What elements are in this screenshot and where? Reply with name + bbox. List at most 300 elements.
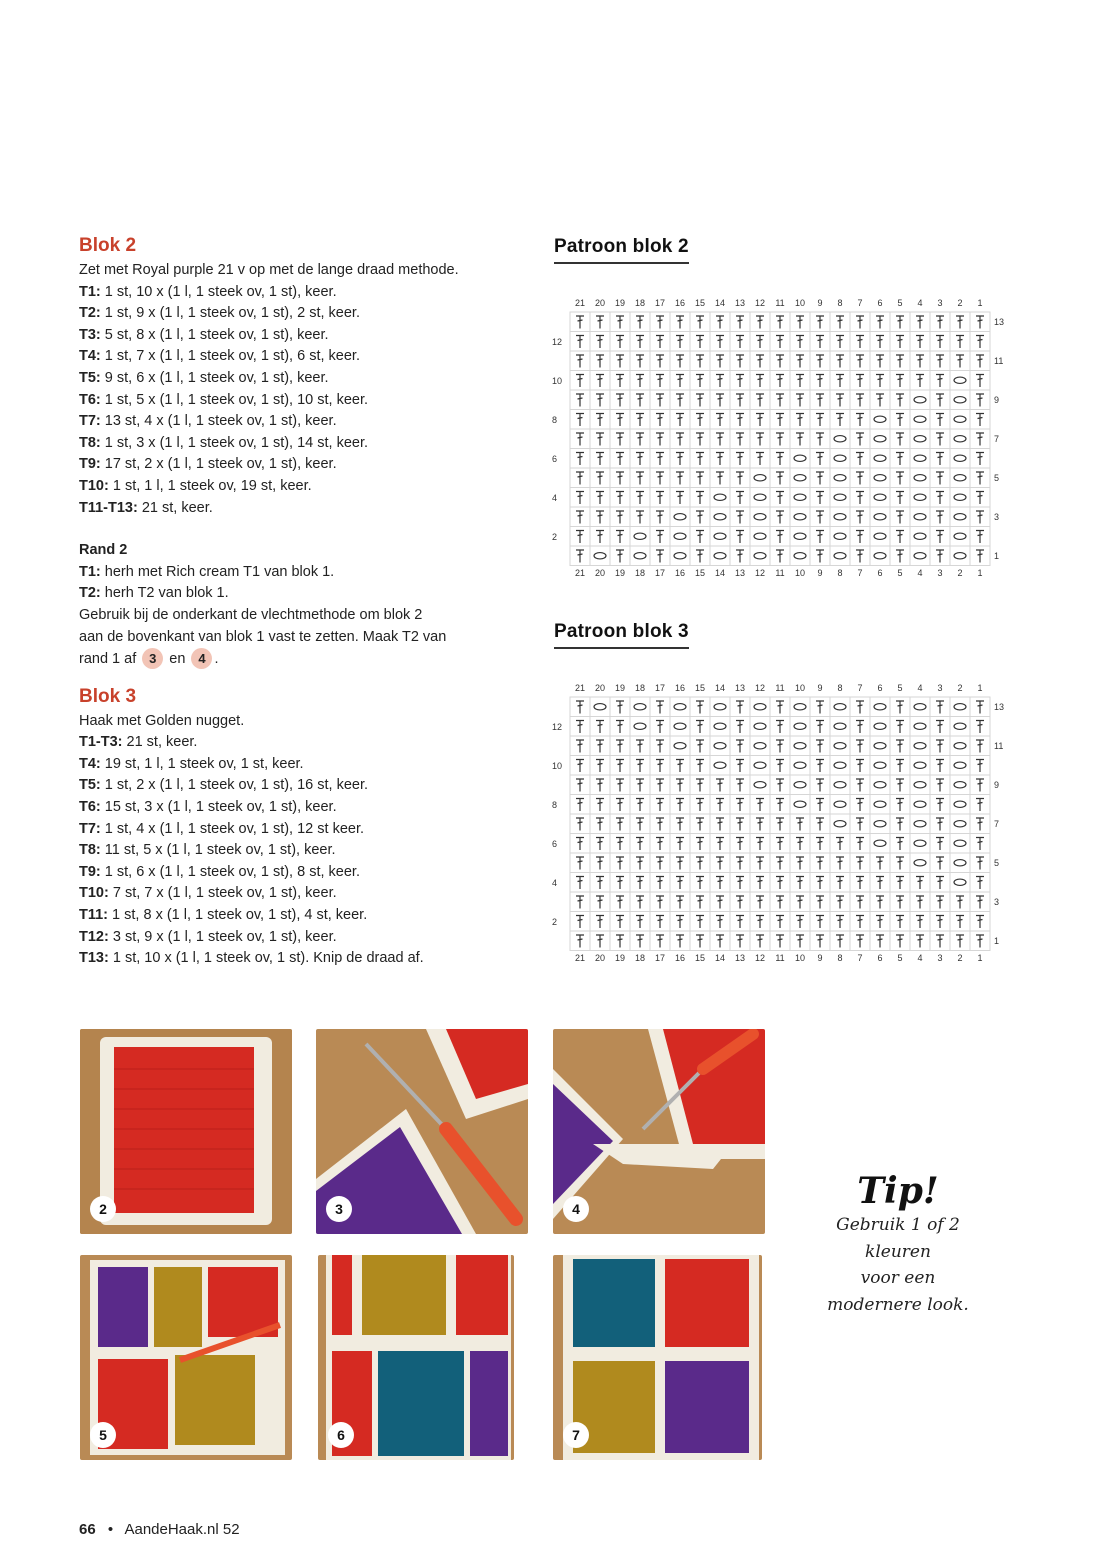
chart-cell (750, 546, 770, 566)
chart-cell (870, 814, 890, 834)
blok3-row (79, 819, 539, 841)
tip-line-3: voor een (860, 1268, 936, 1288)
chart-cell (710, 488, 730, 508)
blok3-row-label: T12: (79, 928, 109, 945)
chart-col-number: 4 (917, 298, 923, 308)
chart-cell (790, 775, 810, 795)
chart-col-number: 13 (734, 952, 745, 963)
rand2-note-end: . (214, 651, 219, 668)
rand2-row (79, 583, 539, 605)
blok2-row (79, 282, 539, 304)
blok3-row-label: T7: (79, 820, 101, 837)
blok2-row-label: T1: (79, 283, 101, 300)
blok3-intro: Haak met Golden nugget. (79, 712, 245, 729)
chart-col-number: 5 (897, 683, 903, 693)
chart-cell (910, 468, 930, 488)
chart-col-number: 20 (594, 683, 605, 693)
tip-line-4: modernere look. (827, 1294, 969, 1315)
chart-col-number: 17 (654, 683, 665, 693)
chart-cell (910, 488, 930, 508)
chart-cell (950, 736, 970, 756)
chart-col-number: 11 (775, 683, 785, 693)
rand2-note-mid: en (165, 651, 190, 668)
chart-cell (750, 527, 770, 547)
chart-row-number: 2 (552, 916, 558, 927)
chart-col-number: 14 (714, 298, 725, 308)
photo-3 (316, 1029, 528, 1234)
chart-cell (670, 697, 690, 717)
chart-row-number: 13 (994, 702, 1005, 712)
chart-col-number: 19 (614, 952, 625, 963)
chart-cell (950, 546, 970, 566)
chart-col-number: 21 (574, 567, 585, 578)
blok3-row (79, 905, 539, 927)
instructions-column (79, 234, 539, 970)
chart-cell (830, 488, 850, 508)
chart-col-number: 16 (674, 298, 685, 308)
rand2-row (79, 562, 539, 584)
rand2-heading: Rand 2 (79, 542, 128, 559)
chart-col-number: 18 (634, 683, 645, 693)
blok2-row-text: 1 st, 5 x (1 l, 1 steek ov, 1 st), 10 st, keer. (100, 391, 369, 408)
chart-col-number: 8 (837, 683, 843, 693)
chart-row-number: 7 (994, 819, 1000, 829)
tip-line-1: Gebruik 1 of 2 (836, 1215, 960, 1235)
chart-cell (950, 468, 970, 488)
chart-col-number: 15 (694, 683, 705, 693)
blok3-row-label: T4: (79, 755, 101, 772)
chart-col-number: 14 (714, 683, 725, 693)
chart-col-number: 20 (594, 567, 605, 578)
chart-col-number: 5 (897, 298, 903, 308)
chart-cell (710, 717, 730, 737)
chart-cell (870, 736, 890, 756)
chart-col-number: 1 (977, 683, 983, 693)
chart-cell (830, 775, 850, 795)
chart-row-number: 1 (994, 551, 1000, 561)
chart-col-number: 10 (794, 567, 805, 578)
chart-cell (950, 756, 970, 776)
chart-col-number: 7 (857, 683, 863, 693)
chart-cell (950, 775, 970, 795)
step-badge-4: 4 (191, 648, 212, 669)
chart-cell (630, 527, 650, 547)
blok3-row-label: T1-T3: (79, 734, 123, 751)
pattern-chart-blok3 (548, 683, 1018, 979)
chart-cell (790, 697, 810, 717)
photo-label: 2 (90, 1196, 116, 1222)
chart-col-number: 9 (817, 952, 823, 963)
chart-col-number: 16 (674, 952, 685, 963)
chart-cell (910, 697, 930, 717)
tip-box (800, 1170, 996, 1318)
chart-cell (830, 507, 850, 527)
chart-cell (750, 468, 770, 488)
chart-cell (830, 527, 850, 547)
blok3-row (79, 732, 539, 754)
chart-cell (870, 795, 890, 815)
blok2-intro: Zet met Royal purple 21 v op met de lange draad methode. (79, 262, 459, 278)
blok3-row-text: 1 st, 6 x (1 l, 1 steek ov, 1 st), 8 st, keer. (100, 863, 360, 880)
chart-cell (950, 527, 970, 547)
chart-col-number: 7 (857, 567, 863, 578)
rand2-note-pre: rand 1 af (79, 651, 141, 668)
chart-col-number: 2 (957, 683, 963, 693)
chart-cell (750, 488, 770, 508)
chart-cell (590, 546, 610, 566)
chart-cell (870, 756, 890, 776)
chart-cell (870, 834, 890, 854)
chart-cell (870, 488, 890, 508)
tip-line-2: kleuren (865, 1241, 931, 1262)
blok2-row-label: T10: (79, 477, 109, 494)
chart-cell (950, 853, 970, 873)
chart-col-number: 18 (634, 298, 645, 308)
blok3-row-text: 1 st, 8 x (1 l, 1 steek ov, 1 st), 4 st, keer. (108, 907, 368, 924)
photo-label: 6 (328, 1422, 354, 1448)
blok2-row (79, 325, 539, 347)
chart-row-number: 6 (552, 838, 558, 849)
chart-col-number: 6 (877, 683, 883, 693)
chart-row-number: 12 (552, 721, 563, 732)
chart-row-number: 10 (552, 760, 563, 771)
chart-col-number: 14 (714, 567, 725, 578)
blok2-row-label: T8: (79, 434, 101, 451)
blok3-row-label: T8: (79, 842, 101, 859)
chart-cell (910, 717, 930, 737)
chart-cell (790, 527, 810, 547)
chart-cell (790, 449, 810, 469)
blok3-row (79, 927, 539, 949)
photo-label: 4 (563, 1196, 589, 1222)
chart-col-number: 5 (897, 567, 903, 578)
chart-col-number: 2 (957, 952, 963, 963)
blok2-row (79, 433, 539, 455)
blok2-heading: Blok 2 (79, 235, 137, 256)
chart-row-number: 8 (552, 799, 558, 810)
blok2-rows (79, 282, 539, 520)
chart-cell (870, 775, 890, 795)
chart-row-number: 12 (552, 336, 563, 347)
chart-col-number: 17 (654, 298, 665, 308)
chart-cell (830, 795, 850, 815)
chart-col-number: 8 (837, 298, 843, 308)
chart-col-number: 16 (674, 683, 685, 693)
chart-row-number: 7 (994, 434, 1000, 444)
chart-col-number: 14 (714, 952, 725, 963)
chart-cell (950, 717, 970, 737)
rand2-row-label: T1: (79, 563, 101, 580)
chart-cell (750, 756, 770, 776)
chart-col-number: 4 (917, 952, 923, 963)
chart-cell (710, 546, 730, 566)
chart-col-number: 6 (877, 952, 883, 963)
chart-cell (790, 468, 810, 488)
chart-col-number: 3 (937, 567, 943, 578)
photo-label: 5 (90, 1422, 116, 1448)
photo-label: 7 (563, 1422, 589, 1448)
photo-7 (553, 1255, 762, 1460)
chart-cell (910, 390, 930, 410)
chart-col-number: 10 (794, 683, 805, 693)
chart-cell (750, 507, 770, 527)
chart-cell (950, 834, 970, 854)
blok3-row (79, 754, 539, 776)
chart-col-number: 11 (775, 298, 785, 308)
photo-2 (80, 1029, 292, 1234)
chart-cell (670, 736, 690, 756)
chart-cell (910, 795, 930, 815)
chart-cell (750, 736, 770, 756)
rand2-row-text: herh T2 van blok 1. (100, 585, 229, 602)
blok2-row (79, 346, 539, 368)
blok2-row-text: 9 st, 6 x (1 l, 1 steek ov, 1 st), keer. (100, 369, 329, 386)
blok3-row-label: T5: (79, 777, 101, 794)
chart-col-number: 10 (794, 952, 805, 963)
chart-col-number: 9 (817, 683, 823, 693)
blok2-row-text: 21 st, keer. (137, 499, 213, 516)
blok3-row (79, 883, 539, 905)
blok2-row-label: T2: (79, 305, 101, 322)
chart-cell (910, 410, 930, 430)
chart-col-number: 12 (754, 683, 765, 693)
chart2-title: Patroon blok 2 (554, 236, 689, 264)
chart3-title: Patroon blok 3 (554, 621, 689, 649)
blok3-row-label: T11: (79, 907, 109, 924)
blok2-row-label: T3: (79, 326, 101, 343)
chart-cell (830, 468, 850, 488)
chart-row-number: 11 (994, 356, 1004, 366)
chart-cell (950, 697, 970, 717)
chart-col-number: 15 (694, 298, 705, 308)
chart-row-number: 1 (994, 936, 1000, 946)
chart-cell (790, 756, 810, 776)
chart-cell (870, 546, 890, 566)
chart-cell (790, 507, 810, 527)
chart-cell (910, 834, 930, 854)
chart-col-number: 12 (754, 567, 765, 578)
blok2-row-text: 1 st, 9 x (1 l, 1 steek ov, 1 st), 2 st, keer. (100, 305, 360, 322)
blok3-row (79, 775, 539, 797)
chart-cell (750, 717, 770, 737)
chart-cell (870, 410, 890, 430)
chart-col-number: 16 (674, 567, 685, 578)
blok3-row-text: 1 st, 10 x (1 l, 1 steek ov, 1 st). Knip de draad af. (108, 950, 424, 967)
chart-col-number: 7 (857, 298, 863, 308)
chart-col-number: 3 (937, 683, 943, 693)
rand2-row-label: T2: (79, 585, 101, 602)
chart-col-number: 13 (734, 567, 745, 578)
blok3-row-text: 3 st, 9 x (1 l, 1 steek ov, 1 st), keer. (108, 928, 337, 945)
chart-col-number: 1 (977, 298, 983, 308)
chart-cell (710, 756, 730, 776)
chart-cell (910, 449, 930, 469)
chart-cell (710, 527, 730, 547)
chart-cell (830, 814, 850, 834)
chart-cell (670, 717, 690, 737)
chart-row-number: 8 (552, 414, 558, 425)
blok3-row-label: T6: (79, 799, 101, 816)
chart-row-number: 3 (994, 512, 1000, 522)
chart-cell (910, 756, 930, 776)
chart-col-number: 1 (977, 567, 983, 578)
pattern-chart-blok2 (548, 298, 1008, 578)
photo-5 (80, 1255, 292, 1460)
chart-cell (910, 814, 930, 834)
chart-cell (870, 697, 890, 717)
chart-col-number: 15 (694, 567, 705, 578)
chart-col-number: 2 (957, 567, 963, 578)
chart-cell (710, 507, 730, 527)
chart-col-number: 11 (775, 952, 785, 963)
blok3-row-label: T10: (79, 885, 109, 902)
chart-cell (950, 507, 970, 527)
chart-cell (950, 873, 970, 893)
blok2-row (79, 476, 539, 498)
chart-row-number: 4 (552, 492, 558, 503)
chart-col-number: 4 (917, 567, 923, 578)
blok3-row (79, 840, 539, 862)
chart-cell (790, 488, 810, 508)
chart-cell (910, 429, 930, 449)
chart-row-number: 13 (994, 317, 1005, 327)
chart-row-number: 5 (994, 858, 1000, 868)
chart-row-number: 2 (552, 531, 558, 542)
blok2-row-label: T4: (79, 348, 101, 365)
chart-cell (870, 429, 890, 449)
page-footer (79, 1521, 240, 1538)
chart-col-number: 6 (877, 298, 883, 308)
blok3-row-text: 21 st, keer. (122, 734, 198, 751)
blok2-row-text: 1 st, 10 x (1 l, 1 steek ov, 1 st), keer. (100, 283, 337, 300)
chart-col-number: 3 (937, 952, 943, 963)
chart-cell (830, 429, 850, 449)
chart-cell (790, 736, 810, 756)
chart-cell (630, 546, 650, 566)
blok2-row (79, 498, 539, 520)
chart-cell (950, 488, 970, 508)
chart-col-number: 20 (594, 952, 605, 963)
chart-cell (790, 546, 810, 566)
chart-col-number: 3 (937, 298, 943, 308)
chart-row-number: 9 (994, 395, 1000, 405)
chart-cell (830, 697, 850, 717)
blok3-row-text: 15 st, 3 x (1 l, 1 steek ov, 1 st), keer. (100, 799, 337, 816)
blok3-row-text: 19 st, 1 l, 1 steek ov, 1 st, keer. (100, 755, 304, 772)
chart-row-number: 6 (552, 453, 558, 464)
magazine-name: AandeHaak.nl 52 (124, 1521, 240, 1538)
chart-col-number: 19 (614, 298, 625, 308)
blok3-heading: Blok 3 (79, 685, 137, 707)
chart-col-number: 4 (917, 683, 923, 693)
chart-col-number: 12 (754, 952, 765, 963)
blok2-row (79, 303, 539, 325)
chart-col-number: 15 (694, 952, 705, 963)
rand2-rows (79, 562, 539, 605)
blok2-row (79, 390, 539, 412)
chart-cell (910, 507, 930, 527)
chart-col-number: 18 (634, 952, 645, 963)
chart-col-number: 17 (654, 567, 665, 578)
chart-cell (950, 410, 970, 430)
blok2-row-label: T9: (79, 456, 101, 473)
rand2-note-1: Gebruik bij de onderkant de vlechtmethode om blok 2 (79, 606, 423, 623)
chart-col-number: 13 (734, 683, 745, 693)
chart-cell (950, 795, 970, 815)
chart-cell (830, 546, 850, 566)
tip-title: Tip! (857, 1170, 939, 1212)
chart-cell (750, 775, 770, 795)
blok2-row-text: 1 st, 1 l, 1 steek ov, 19 st, keer. (108, 477, 312, 494)
photo-6 (318, 1255, 514, 1460)
blok2-row-text: 13 st, 4 x (1 l, 1 steek ov, 1 st), keer. (100, 413, 337, 430)
chart-col-number: 13 (734, 298, 745, 308)
chart-cell (790, 795, 810, 815)
footer-bullet: • (107, 1521, 114, 1538)
rand2-note-3 (79, 648, 539, 671)
rand2-note-2: aan de bovenkant van blok 1 vast te zetten. Maak T2 van (79, 628, 447, 645)
blok2-row (79, 411, 539, 433)
chart-col-number: 7 (857, 952, 863, 963)
chart-cell (870, 507, 890, 527)
chart-cell (590, 697, 610, 717)
blok2-row-text: 17 st, 2 x (1 l, 1 steek ov, 1 st), keer. (100, 456, 337, 473)
chart-cell (630, 697, 650, 717)
chart-cell (950, 390, 970, 410)
chart-col-number: 10 (794, 298, 805, 308)
chart-symbol-grid (548, 298, 992, 568)
chart-cell (670, 507, 690, 527)
chart-cell (750, 697, 770, 717)
chart-col-number: 21 (574, 683, 585, 693)
chart-symbol-grid (548, 683, 992, 953)
chart-cell (830, 449, 850, 469)
chart-cell (790, 717, 810, 737)
chart-col-number: 21 (574, 298, 585, 308)
chart-col-number: 5 (897, 952, 903, 963)
chart-row-number: 3 (994, 897, 1000, 907)
chart-col-number: 11 (775, 567, 785, 578)
chart-cell (710, 697, 730, 717)
blok2-row-label: T5: (79, 369, 101, 386)
chart-cell (630, 717, 650, 737)
chart-col-number: 9 (817, 567, 823, 578)
chart-cell (950, 429, 970, 449)
chart-cell (670, 546, 690, 566)
blok2-row-label: T7: (79, 413, 101, 430)
chart-cell (950, 371, 970, 391)
blok2-row (79, 454, 539, 476)
chart-cell (910, 527, 930, 547)
chart-row-number: 10 (552, 375, 563, 386)
chart-cell (870, 717, 890, 737)
chart-row-number: 9 (994, 780, 1000, 790)
rand2-row-text: herh met Rich cream T1 van blok 1. (100, 563, 335, 580)
chart-cell (910, 736, 930, 756)
blok3-row-label: T13: (79, 950, 109, 967)
blok3-row (79, 948, 539, 970)
chart-cell (910, 853, 930, 873)
chart-col-number: 21 (574, 952, 585, 963)
chart-cell (830, 756, 850, 776)
chart-col-number: 2 (957, 298, 963, 308)
chart-row-number: 4 (552, 877, 558, 888)
chart-row-number: 11 (994, 741, 1004, 751)
chart-col-number: 6 (877, 567, 883, 578)
blok3-row-text: 7 st, 7 x (1 l, 1 steek ov, 1 st), keer. (108, 885, 337, 902)
chart-cell (910, 546, 930, 566)
blok3-row-text: 1 st, 4 x (1 l, 1 steek ov, 1 st), 12 st keer. (100, 820, 365, 837)
